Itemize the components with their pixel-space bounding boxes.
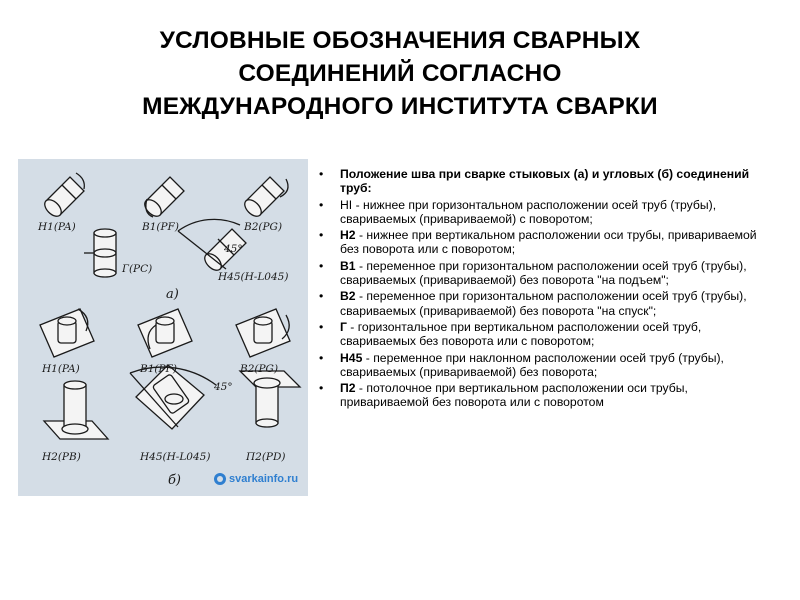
label-h1-b: H1(PA) [42,363,80,375]
label-h2: H2(PB) [42,451,81,463]
bullet: • [319,258,324,273]
pipe-b1-a [142,177,184,219]
label-p2: П2(PD) [246,451,286,463]
item-code: Н45 [340,350,363,365]
bullet: • [319,319,324,334]
bullet: • [319,197,324,212]
list-item [316,259,776,288]
label-b1-a: B1(PF) [142,221,179,233]
title-line-3: МЕЖДУНАРОДНОГО ИНСТИТУТА СВАРКИ [142,93,658,120]
welding-diagram [18,159,308,496]
item-code: Г [340,319,347,334]
pipe-b2-a [242,177,288,219]
watermark-text: svarkainfo.ru [229,473,299,485]
plate-b2-b [236,309,290,357]
watermark-logo [214,473,298,485]
bullet: • [319,228,324,243]
item-code: Н2 [340,228,356,243]
label-h1-a: H1(PA) [38,221,76,233]
bullet: • [319,167,324,181]
label-g: Г(PC) [122,263,153,275]
label-b2-a: B2(PG) [244,221,283,233]
plate-p2 [240,371,300,427]
list-item [316,289,776,318]
item-code: В2 [340,289,356,304]
label-panel-a: а) [166,287,179,302]
item-code: В1 [340,258,356,273]
list-item [316,228,776,257]
item-text: - нижнее при вертикальном расположении оси трубы, привариваемой без поворота или с поворотом; [340,228,757,257]
label-b2-b: B2(PG) [240,363,279,375]
welding-positions-figure [18,159,308,496]
label-angle-a: 45° [224,243,243,255]
title-line-1: УСЛОВНЫЕ ОБОЗНАЧЕНИЯ СВАРНЫХ [159,27,641,54]
plate-b1-b [138,309,192,357]
positions-list [316,167,776,412]
bullet: • [319,350,324,365]
title-line-2: СОЕДИНЕНИЙ СОГЛАСНО [238,60,562,87]
label-b1-b: B1(PF) [140,363,177,375]
pipe-h1-a [42,173,85,219]
label-panel-b: б) [168,473,182,488]
bullet: • [319,381,324,396]
item-text: - горизонтальное при вертикальном расположении осей труб, свариваемых без поворота или с поворотом; [340,319,702,349]
list-item [316,351,776,380]
item-text: - переменное при наклонном расположении осей труб (трубы), свариваемых (привариваемой) без поворота; [340,350,724,379]
item-text: Положение шва при сварке стыковых (а) и угловых (б) соединений труб: [340,167,750,196]
slide-title [40,24,760,123]
item-text: - переменное при горизонтальном расположении осей труб (трубы), свариваемых (привариваемой) без поворота "на спуск"; [340,289,747,318]
list-item [316,198,776,227]
plate-h1-b [40,309,94,357]
item-code: П2 [340,381,356,396]
globe-icon [214,473,226,485]
plate-h2 [44,381,108,439]
pipe-g [84,229,116,277]
label-h45-b: H45(H-L045) [140,451,211,463]
list-item [316,381,776,410]
item-text: - потолочное при вертикальном расположении оси трубы, привариваемой без поворота или с поворотом [340,381,688,410]
list-item [316,167,776,196]
list-item [316,320,776,349]
label-angle-b: 45° [214,381,233,393]
bullet: • [319,289,324,304]
item-text: HI - нижнее при горизонтальном расположении осей труб (трубы), свариваемых (привариваемой) с поворотом; [340,197,717,226]
label-h45-a: H45(H-L045) [218,271,289,283]
item-text: - переменное при горизонтальном расположении осей труб (трубы), свариваемых (привариваемой) без поворота "на подъем"; [340,258,747,288]
